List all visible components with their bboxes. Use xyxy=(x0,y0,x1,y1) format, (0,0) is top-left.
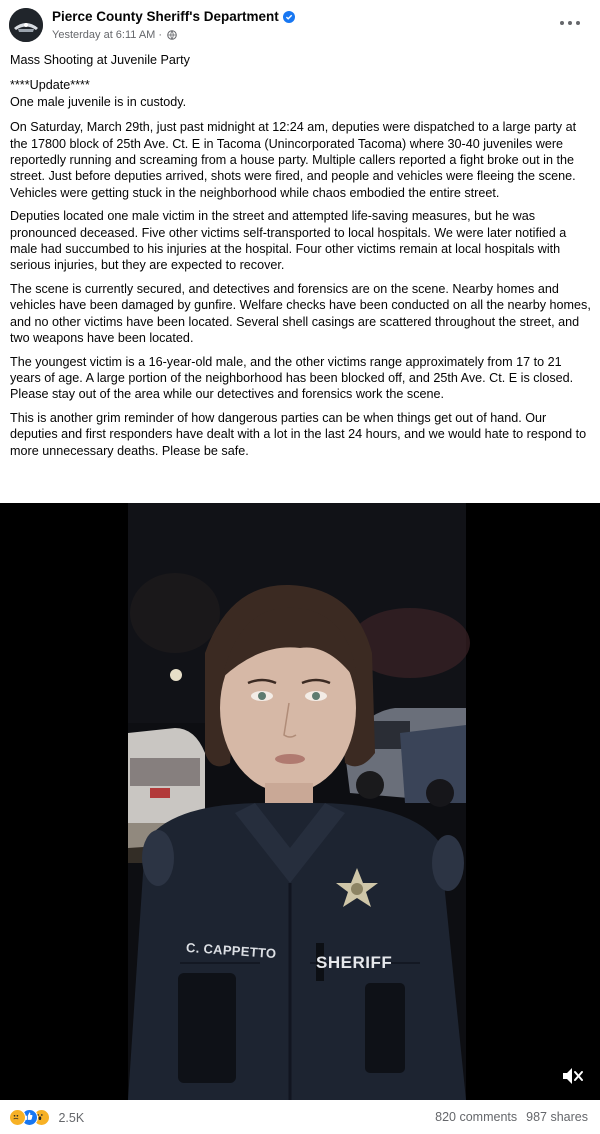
post-footer xyxy=(0,1100,600,1134)
paragraph-5: This is another grim reminder of how dangerous parties can be when things get out of hand. Our deputies and first responders have dealt with a lot in the last 24 hours, and we would hate to respond to more unnecessary deaths. Please be safe. xyxy=(10,410,587,458)
more-options-button[interactable] xyxy=(558,14,582,32)
more-dot xyxy=(560,21,564,25)
video-frame xyxy=(0,503,600,1100)
mute-button[interactable] xyxy=(558,1062,586,1090)
comments-count[interactable]: 820 comments xyxy=(435,1110,518,1124)
update-text: One male juvenile is in custody. xyxy=(10,94,187,109)
page-name-text[interactable]: Pierce County Sheriff's Department xyxy=(52,9,279,24)
page-name[interactable] xyxy=(52,9,295,24)
reactions-summary[interactable] xyxy=(9,1109,84,1127)
globe-icon xyxy=(167,30,177,40)
sad-reaction-icon xyxy=(9,1109,26,1126)
verified-badge-icon xyxy=(283,11,295,23)
meta-separator: · xyxy=(155,29,166,41)
paragraph-2: Deputies located one male victim in the street and attempted life-saving measures, but he was pronounced deceased. Five other victims self-transported to local hospitals. We were later notified a male had succumbed to his injuries at the hospital. Four other victims remain at local hospitals with serious injuries, but they are expected to recover. xyxy=(10,209,567,273)
paragraph-4: The youngest victim is a 16-year-old male, and the other victims range approximately from 17 to 21 years of age. A large portion of the neighborhood has been blocked off, and 25th Ave. Ct. E is closed. Please stay out of the area while our detectives and forensics work the scene. xyxy=(10,354,574,402)
more-dot xyxy=(568,21,572,25)
reaction-count[interactable]: 2.5K xyxy=(58,1110,85,1125)
post-body xyxy=(10,52,592,466)
sheriff-logo-icon xyxy=(9,8,43,42)
post-header xyxy=(0,0,600,50)
sheriff-label: SHERIFF xyxy=(316,953,393,972)
name-tape: C. CAPPETTO xyxy=(185,939,277,962)
page-avatar[interactable] xyxy=(9,8,43,42)
shares-count[interactable]: 987 shares xyxy=(526,1110,588,1124)
post-meta xyxy=(52,29,177,41)
more-dot xyxy=(576,21,580,25)
speaker-muted-icon xyxy=(558,1062,586,1090)
video-player[interactable] xyxy=(0,503,600,1100)
paragraph-1: On Saturday, March 29th, just past midnight at 12:24 am, deputies were dispatched to a large party at the 17800 block of 25th Ave. Ct. E in Tacoma (Unincorporated Tacoma) where 30-40 juveniles were reportedly running and screaming from a house party. Multiple callers reported a fight broke out in the street. Just before deputies arrived, shots were fired, and people and vehicles were fleeing the scene. Vehicles were getting stuck in the neighborhood while chaos embodied the entire street. xyxy=(10,120,577,200)
post-title: Mass Shooting at Juvenile Party xyxy=(10,53,190,67)
update-label: ****Update**** xyxy=(10,78,90,93)
engagement-stats xyxy=(426,1110,588,1124)
paragraph-3: The scene is currently secured, and detectives and forensics are on the scene. Nearby homes and vehicles have been damaged by gunfire. Welfare checks have been conducted on all the nearby homes, and no other victims have been located. Several shell casings are scattered throughout the street, and two weapons have been located. xyxy=(10,281,591,346)
post-timestamp[interactable]: Yesterday at 6:11 AM xyxy=(52,29,156,41)
